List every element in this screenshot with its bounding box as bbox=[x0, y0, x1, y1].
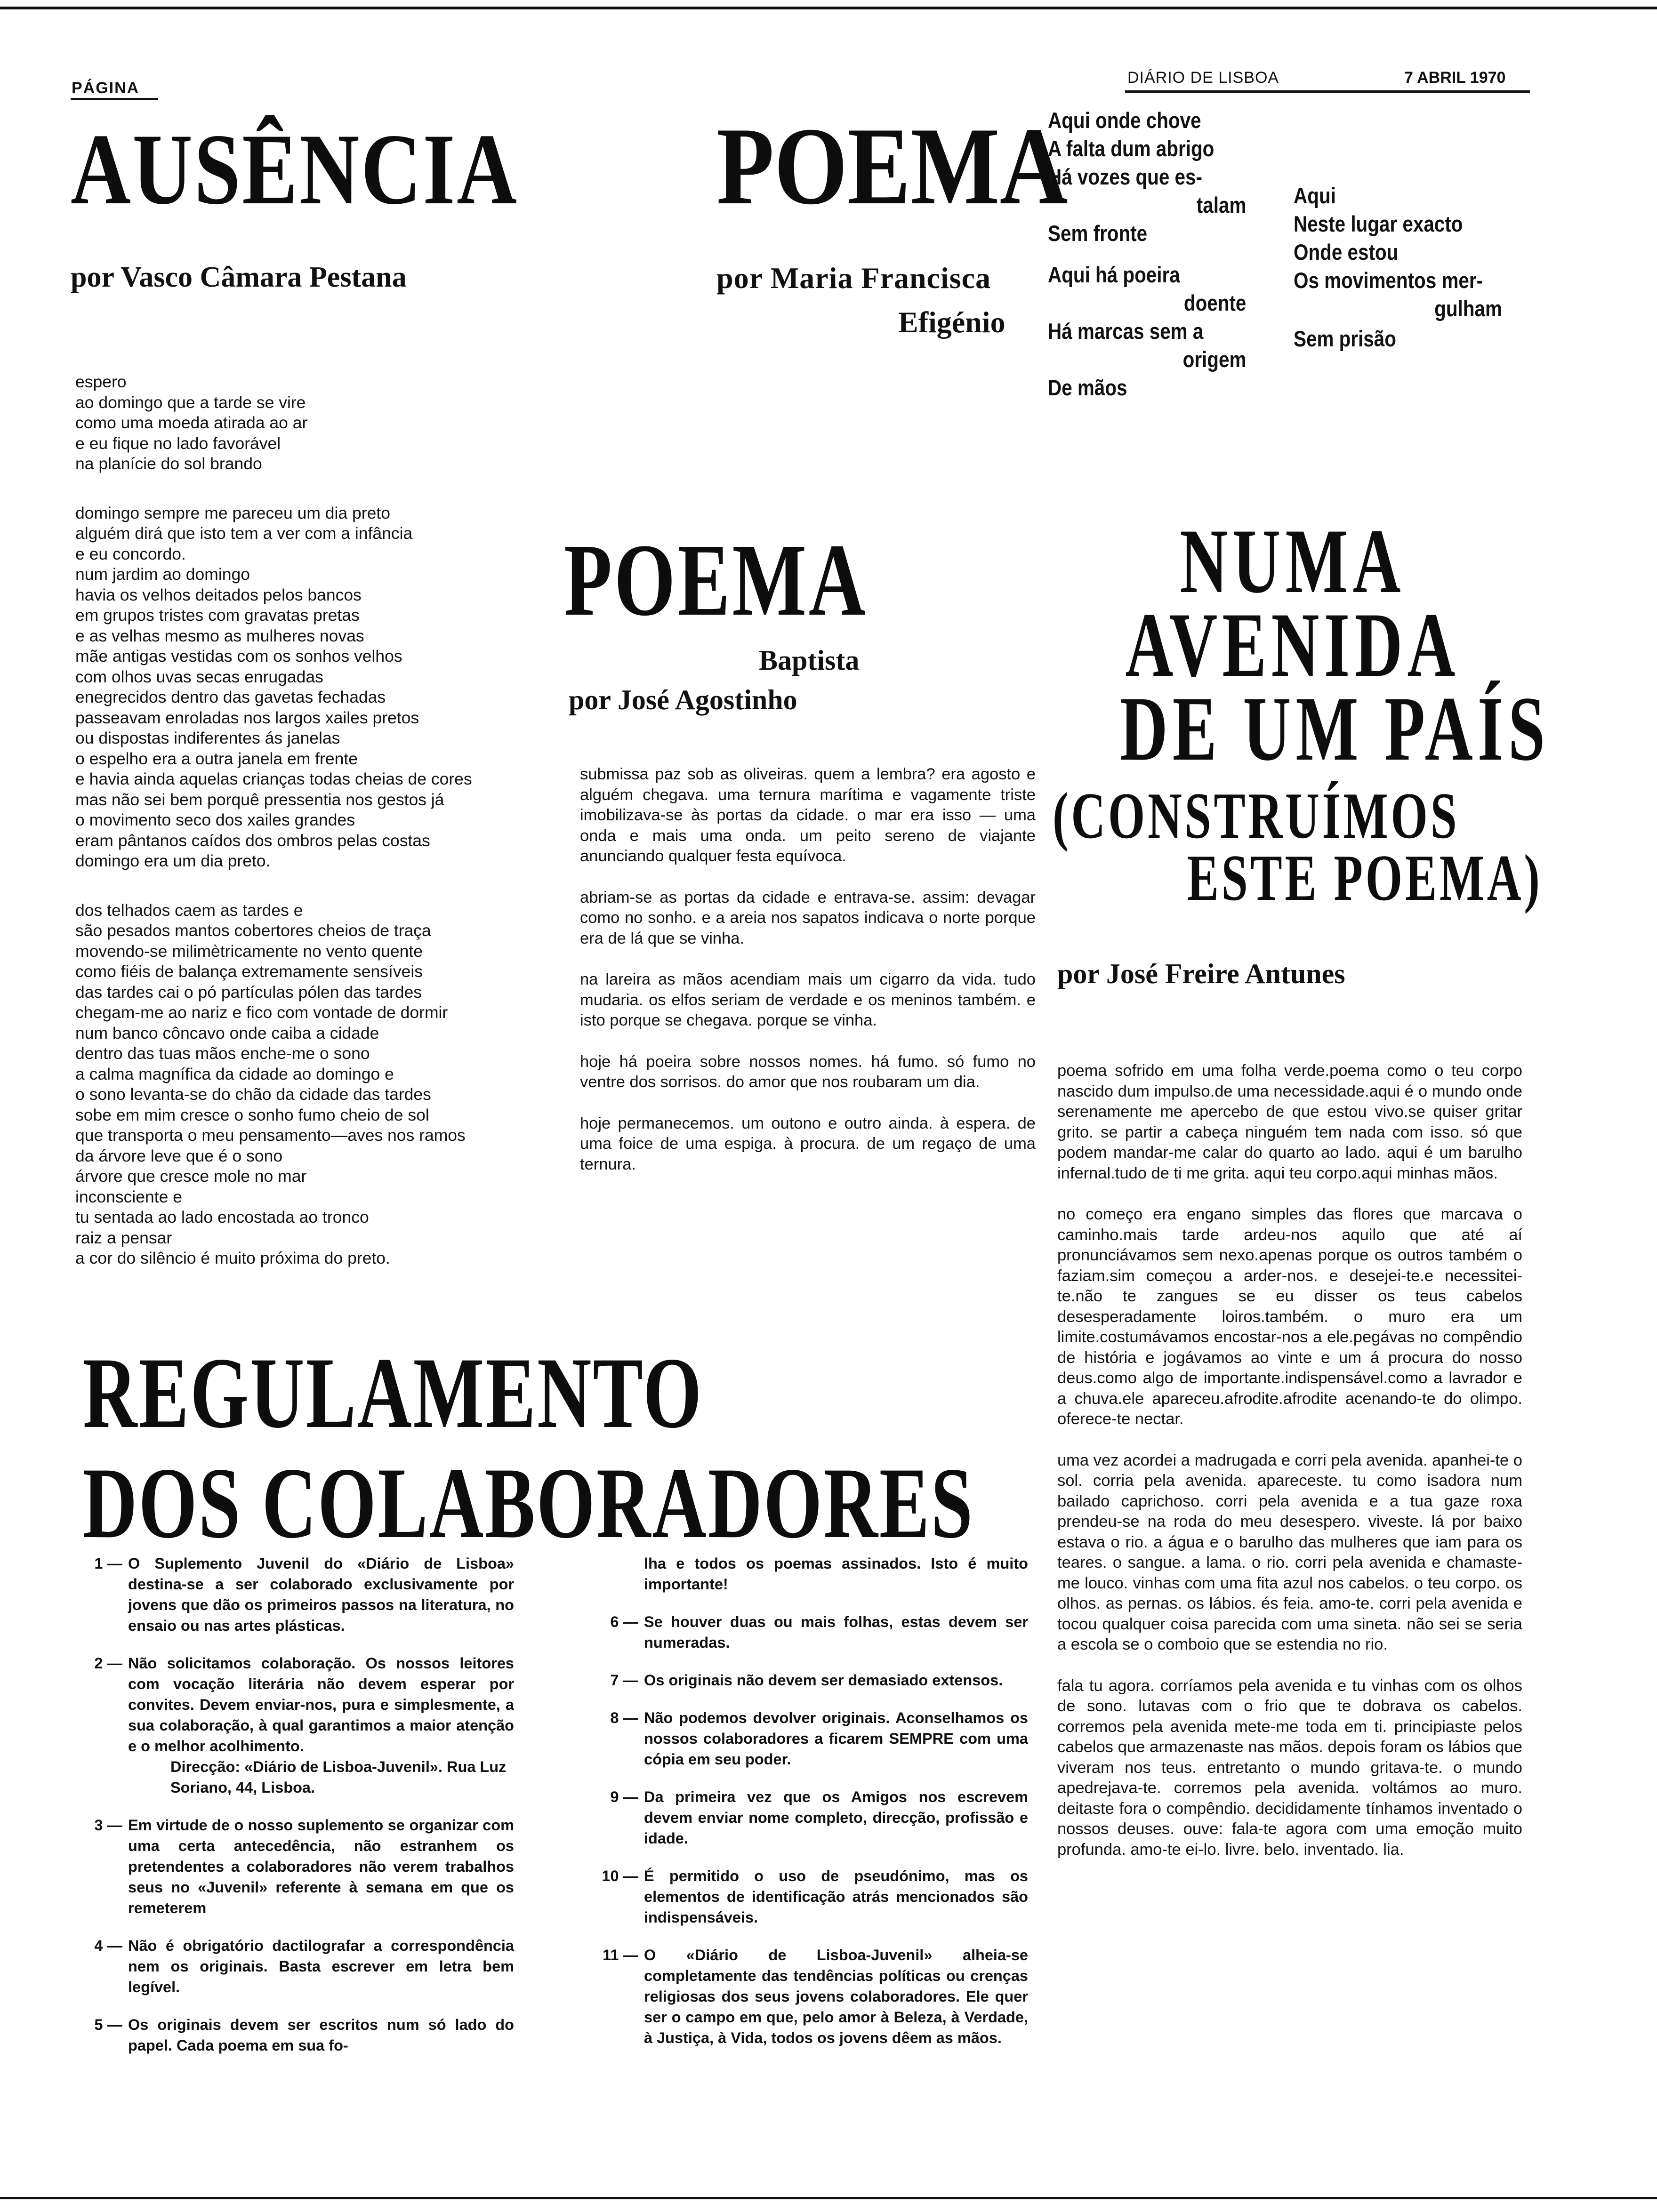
rule-number: 7 — bbox=[610, 1672, 638, 1689]
poema-maria-verse-line: doente bbox=[1183, 290, 1247, 315]
poema-maria-verse-line: Aqui bbox=[1294, 183, 1336, 208]
ausencia-verse-line: ao domingo que a tarde se vire bbox=[75, 393, 306, 412]
rule-number: 6 — bbox=[610, 1613, 638, 1630]
ausencia-verse-line: enegrecidos dentro das gavetas fechadas bbox=[75, 688, 386, 706]
regulamento-rule bbox=[75, 1553, 514, 1636]
rule-text-block bbox=[644, 1787, 1028, 1849]
regulamento-rule bbox=[591, 1670, 1028, 1691]
poema-maria-verse-line: talam bbox=[1196, 192, 1247, 217]
rule-number: 8 — bbox=[610, 1709, 638, 1726]
rule-text-block bbox=[128, 1815, 514, 1918]
ausencia-verse-line: e eu fique no lado favorável bbox=[75, 433, 281, 453]
regulamento-rule bbox=[591, 1611, 1028, 1653]
poema-jose-paragraph: submissa paz sob as oliveiras. quem a lembra? era agosto e alguém chegava. uma ternura marítima e vagamente triste imobilizava-se às portas da cidade. o mar era isso — uma onda e mais uma onda. um peito sereno de viajante anunciando qualquer festa equívoca. bbox=[580, 765, 1036, 865]
rule-text-block bbox=[128, 1553, 514, 1636]
ausencia-verse-line: e eu concordo. bbox=[75, 544, 186, 563]
regulamento-rule bbox=[591, 1787, 1028, 1849]
ausencia-verse-line: da árvore leve que é o sono bbox=[75, 1146, 283, 1165]
rule-number: 9 — bbox=[610, 1788, 638, 1805]
ausencia-verse-line: a calma magnífica da cidade ao domingo e bbox=[75, 1064, 394, 1083]
poema-maria-verse-line: Aqui onde chove bbox=[1048, 108, 1201, 133]
rule-number: 2 — bbox=[94, 1655, 122, 1672]
poema-maria-verse-line: Neste lugar exacto bbox=[1294, 211, 1463, 236]
ausencia-verse-line: movendo-se milimètricamente no vento quente bbox=[75, 941, 423, 961]
rule-text-block bbox=[128, 2014, 514, 2056]
ausencia-verse-line: o movimento seco dos xailes grandes bbox=[75, 810, 355, 829]
poema-maria-verse-line: Há vozes que es- bbox=[1048, 164, 1202, 189]
rule-note: Direcção: «Diário de Lisboa-Juvenil». Rua Luz Soriano, 44, Lisboa. bbox=[170, 1758, 507, 1796]
avenida-title-line: NUMA bbox=[1180, 510, 1406, 612]
top-border-rule bbox=[0, 7, 1657, 9]
poema-jose-paragraph: hoje permanecemos. um outono e outro ainda. à espera. de uma foice de uma espiga. à procura. de um regaço de uma ternura. bbox=[580, 1114, 1036, 1173]
avenida-paragraph: uma vez acordei a madrugada e corri pela avenida. apanhei-te o sol. corria pela avenida. apareceste. tu como isadora num bailado caprichoso. corri pela avenida e a tua gaze roxa prendeu-se na roda do meu desespero. viveste. lá por baixo estava o rio. a água e o barulho das mulheres que iam para os teares. o sangue. a lama. o rio. corri pela avenida e chamaste-me louco. vinhas com uma fita azul nos cabelos. o teu corpo. os olhos. as pernas. os lábios. és feia. amo-te. corri pela avenida e tocou qualquer coisa parecida com uma sineta. não sei se seria a escola se o comboio que se estendia no rio. bbox=[1057, 1451, 1522, 1653]
poema-maria-verse-line: origem bbox=[1182, 347, 1247, 372]
rule-text-block bbox=[128, 1653, 514, 1798]
regulamento-title-2: DOS COLABORADORES bbox=[83, 1447, 974, 1559]
ausencia-verse-line: num banco côncavo onde caiba a cidade bbox=[75, 1023, 379, 1042]
ausencia-verse-line: havia os velhos deitados pelos bancos bbox=[75, 585, 362, 604]
avenida-paragraph: fala tu agora. corríamos pela avenida e tu vinhas com os olhos de sono. lutavas com o frio que te dobrava os cabelos. corremos pela avenida mete-me toda em ti. principiaste pelos cabelos que armazenaste nas mãos. depois foram os lábios que viveram nos teus. entretanto o mundo gritava-te. o mundo apedrejava-te. corremos pela avenida. voltámos ao muro. deitaste fora o compêndio. decididamente tínhamos inventado o nossos deuses. ouve: fala-te agora com uma emoção muito profunda. amo-te ei-lo. livre. belo. inventado. lia. bbox=[1057, 1676, 1522, 1859]
ausencia-verse-line: sobe em mim cresce o sonho fumo cheio de sol bbox=[75, 1105, 429, 1124]
avenida-paragraph: poema sofrido em uma folha verde.poema como o teu corpo nascido dum impulso.de uma necessidade.aqui é o mundo onde serenamente me apercebo de que estou vivo.se quiser gritar grito. se partir a cabeça ninguém tem nada com isso. só que podem mandar-me calar do quarto ao lado. aqui é um barulho infernal.tudo de ti me grita. aqui teu corpo.aqui minhas mãos. bbox=[1057, 1062, 1522, 1182]
poema-maria-verse-line: De mãos bbox=[1048, 375, 1127, 400]
ausencia-verse-line: tu sentada ao lado encostada ao tronco bbox=[75, 1208, 369, 1226]
ausencia-verse-line: como uma moeda atirada ao ar bbox=[75, 413, 308, 432]
ausencia-verse-line: a cor do silêncio é muito próxima do preto. bbox=[75, 1249, 390, 1267]
poema-maria-verse-line: Há marcas sem a bbox=[1048, 319, 1204, 344]
regulamento-rule bbox=[75, 1815, 514, 1918]
poema-maria-verse-line: Os movimentos mer- bbox=[1294, 268, 1483, 293]
bottom-border-rule bbox=[0, 2197, 1657, 2199]
regulamento-rule bbox=[75, 1653, 514, 1798]
poema-maria-verse-line: Sem fronte bbox=[1048, 221, 1148, 246]
regulamento-rules-col2 bbox=[591, 1553, 1028, 2065]
poema-maria-verse-left bbox=[1048, 106, 1246, 402]
ausencia-verse-line: eram pântanos caídos dos ombros pelas costas bbox=[75, 831, 430, 850]
rule-text: Não solicitamos colaboração. Os nossos leitores com vocação literária não devem esperar por convites. Devem enviar-nos, pura e simplesmente, a sua colaboração, à qual garantimos a maior atenção e o melhor acolhimento. bbox=[128, 1655, 514, 1755]
rule-text-block bbox=[128, 1935, 514, 1997]
rule-text: Os originais não devem ser demasiado extensos. bbox=[644, 1672, 1003, 1689]
avenida-title-line: AVENIDA bbox=[1125, 594, 1460, 696]
rule-number: 1 — bbox=[94, 1555, 122, 1572]
regulamento-rules-col1 bbox=[75, 1553, 514, 2073]
ausencia-verse-line: em grupos tristes com gravatas pretas bbox=[75, 606, 360, 625]
ausencia-verse-line: passeavam enroladas nos largos xailes pretos bbox=[75, 708, 419, 727]
ausencia-verse-line: o espelho era a outra janela em frente bbox=[75, 749, 358, 768]
poema-maria-verse-line: Onde estou bbox=[1294, 240, 1399, 264]
ausencia-verse-line: são pesados mantos cobertores cheios de traça bbox=[75, 921, 431, 940]
poema-jose-paragraph: na lareira as mãos acendiam mais um cigarro da vida. tudo mudaria. os elfos seriam de verdade e os meninos também. e isto porque se chegava. porque se vinha. bbox=[580, 970, 1036, 1029]
rule-text: Em virtude de o nosso suplemento se organizar com uma certa antecedência, não estranhem os pretendentes a colaboradores não verem trabalhos seus no «Juvenil» referente à semana em que os remeterem bbox=[128, 1817, 514, 1916]
ausencia-verse-line: alguém dirá que isto tem a ver com a infância bbox=[75, 524, 413, 543]
avenida-paragraph: no começo era engano simples das flores que marcava o caminho.mais tarde ardeu-nos aquilo que até aí pronunciávamos sem nexo.apenas porque os outros também o faziam.sim começou a arder-nos. e desejei-te.e necessitei-te.não te zangues se eu disser os teus cabelos desesperadamente loiros.também. o muro era um limite.costumávamos encostar-nos a ele.pegávas no compêndio de história e jogávamos ao vinte e um á procura do nosso deus.como algo de importante.indispensável.como a lavrador e a chuva.ele apareceu.afrodite.afrodite acenando-te do olimpo. oferece-te nectar. bbox=[1057, 1205, 1522, 1428]
newspaper-name: DIÁRIO DE LISBOA bbox=[1127, 69, 1279, 87]
ausencia-verse-line: chegam-me ao nariz e fico com vontade de dormir bbox=[75, 1003, 448, 1022]
regulamento-rule bbox=[75, 2014, 514, 2056]
ausencia-verse-line: dos telhados caem as tardes e bbox=[75, 900, 303, 920]
rule-text: O «Diário de Lisboa-Juvenil» alheia-se completamente das tendências políticas ou crenças religiosas dos seus jovens colaboradores. Ele quer ser o campo em que, pelo amor à Beleza, à Verdade, à Justiça, à Vida, todos os jovens dêem as mãos. bbox=[644, 1947, 1028, 2046]
ausencia-verse-line: mas não sei bem porquê pressentia nos gestos já bbox=[75, 790, 444, 809]
rule-number: 10 — bbox=[602, 1867, 638, 1884]
ausencia-verse-line: na planície do sol brando bbox=[75, 454, 262, 473]
rule-text-block bbox=[644, 1670, 1028, 1691]
rule-text: É permitido o uso de pseudónimo, mas os elementos de identificação atrás mencionados são indispensáveis. bbox=[644, 1867, 1028, 1926]
poema-maria-verse-line: gulham bbox=[1434, 296, 1502, 321]
regulamento-rule bbox=[591, 1866, 1028, 1928]
rule-text-block bbox=[644, 1866, 1028, 1928]
rule-text: Não é obrigatório dactilografar a correspondência nem os originais. Basta escrever em letra bem legível. bbox=[128, 1937, 514, 1996]
rule-text: Não podemos devolver originais. Aconselhamos os nossos colaboradores a ficarem SEMPRE com uma cópia em seu poder. bbox=[644, 1709, 1028, 1768]
issue-date: 7 ABRIL 1970 bbox=[1404, 69, 1506, 87]
rule-text: Os originais devem ser escritos num só lado do papel. Cada poema em sua fo- bbox=[128, 2016, 514, 2054]
ausencia-verse-line: e havia ainda aquelas crianças todas cheias de cores bbox=[75, 769, 472, 788]
ausencia-verse-line: que transporta o meu pensamento—aves nos ramos bbox=[75, 1126, 466, 1145]
ausencia-stanza bbox=[75, 900, 551, 1269]
ausencia-stanza bbox=[75, 503, 551, 872]
rule-number: 5 — bbox=[94, 2016, 122, 2033]
poema-jose-text bbox=[580, 764, 1036, 1195]
poema-maria-byline: por Maria Francisca bbox=[716, 261, 991, 295]
masthead-rule bbox=[1125, 90, 1530, 93]
ausencia-verse-line: árvore que cresce mole no mar bbox=[75, 1167, 307, 1186]
poema-maria-byline-2: Efigénio bbox=[898, 305, 1005, 339]
avenida-title-line: DE UM PAÍS bbox=[1119, 678, 1550, 780]
rule-text: O Suplemento Juvenil do «Diário de Lisboa» destina-se a ser colaborado exclusivamente por jovens que dão os primeiros passos na literatura, no ensaio ou nas artes plásticas. bbox=[128, 1555, 514, 1634]
rule-text: lha e todos os poemas assinados. Isto é muito importante! bbox=[644, 1555, 1028, 1593]
ausencia-title: AUSÊNCIA bbox=[71, 113, 519, 225]
rule-text-block bbox=[644, 1707, 1028, 1770]
ausencia-verse-line: num jardim ao domingo bbox=[75, 565, 250, 584]
rule-text: Se houver duas ou mais folhas, estas devem ser numeradas. bbox=[644, 1613, 1028, 1651]
rule-number: 3 — bbox=[94, 1817, 122, 1834]
ausencia-verse-line: inconsciente e bbox=[75, 1187, 182, 1206]
ausencia-verse-line: mãe antigas vestidas com os sonhos velhos bbox=[75, 647, 402, 665]
avenida-title bbox=[1053, 510, 1550, 914]
poema-maria-verse-line: Aqui há poeira bbox=[1048, 262, 1180, 287]
page-label-rule bbox=[71, 98, 158, 100]
poema-jose-title: POEMA bbox=[564, 522, 868, 637]
ausencia-verse-line: raiz a pensar bbox=[75, 1228, 172, 1247]
poema-jose-paragraph: hoje há poeira sobre nossos nomes. há fumo. só fumo no ventre dos sorrisos. do amor que nos roubaram um dia. bbox=[580, 1052, 1036, 1091]
poema-maria-verse-right bbox=[1294, 182, 1502, 353]
rule-number-spacer bbox=[591, 1553, 644, 1595]
ausencia-verse-line: com olhos uvas secas enrugadas bbox=[75, 667, 323, 686]
poema-jose-paragraph: abriam-se as portas da cidade e entrava-se. assim: devagar como no sonho. e a areia nos sapatos indicava o norte porque era de lá que se vinha. bbox=[580, 888, 1036, 947]
rule-text-block bbox=[644, 1945, 1028, 2048]
ausencia-verse-line: o sono levanta-se do chão da cidade das tardes bbox=[75, 1085, 431, 1104]
ausencia-verse-line: ou dispostas indiferentes ás janelas bbox=[75, 729, 340, 747]
ausencia-byline: por Vasco Câmara Pestana bbox=[71, 261, 407, 293]
avenida-subtitle-line: (CONSTRUÍMOS bbox=[1053, 779, 1460, 852]
poema-jose-byline: por José Agostinho bbox=[569, 684, 797, 715]
poema-maria-title: POEMA bbox=[716, 105, 1068, 228]
ausencia-verse-line: espero bbox=[75, 372, 127, 391]
regulamento-rule bbox=[591, 1945, 1028, 2048]
ausencia-poem bbox=[75, 372, 551, 1298]
avenida-text bbox=[1057, 1061, 1522, 1881]
regulamento-rule-continuation bbox=[591, 1553, 1028, 1595]
regulamento-rule bbox=[75, 1935, 514, 1997]
rule-text: Da primeira vez que os Amigos nos escrevem devem enviar nome completo, direcção, profissão e idade. bbox=[644, 1788, 1028, 1847]
ausencia-verse-line: domingo sempre me pareceu um dia preto bbox=[75, 503, 390, 522]
regulamento-title: REGULAMENTO bbox=[83, 1337, 703, 1449]
poema-maria-verse-line: Sem prisão bbox=[1294, 326, 1396, 351]
ausencia-verse-line: das tardes cai o pó partículas pólen das tardes bbox=[75, 982, 422, 1002]
ausencia-verse-line: domingo era um dia preto. bbox=[75, 851, 271, 870]
poema-maria-verse-line: A falta dum abrigo bbox=[1048, 136, 1215, 161]
ausencia-verse-line: e as velhas mesmo as mulheres novas bbox=[75, 626, 364, 645]
ausencia-verse-line: dentro das tuas mãos enche-me o sono bbox=[75, 1044, 370, 1063]
poema-jose-byline-surname: Baptista bbox=[759, 645, 860, 676]
ausencia-stanza bbox=[75, 372, 551, 474]
rule-text-block bbox=[644, 1611, 1028, 1653]
avenida-byline: por José Freire Antunes bbox=[1057, 958, 1345, 989]
ausencia-verse-line: como fiéis de balança extremamente sensíveis bbox=[75, 962, 423, 981]
page-label: PÁGINA bbox=[72, 79, 140, 97]
avenida-subtitle-line: ESTE POEMA) bbox=[1187, 842, 1543, 914]
rule-number: 11 — bbox=[603, 1947, 638, 1964]
regulamento-rule bbox=[591, 1707, 1028, 1770]
rule-number: 4 — bbox=[94, 1937, 122, 1954]
